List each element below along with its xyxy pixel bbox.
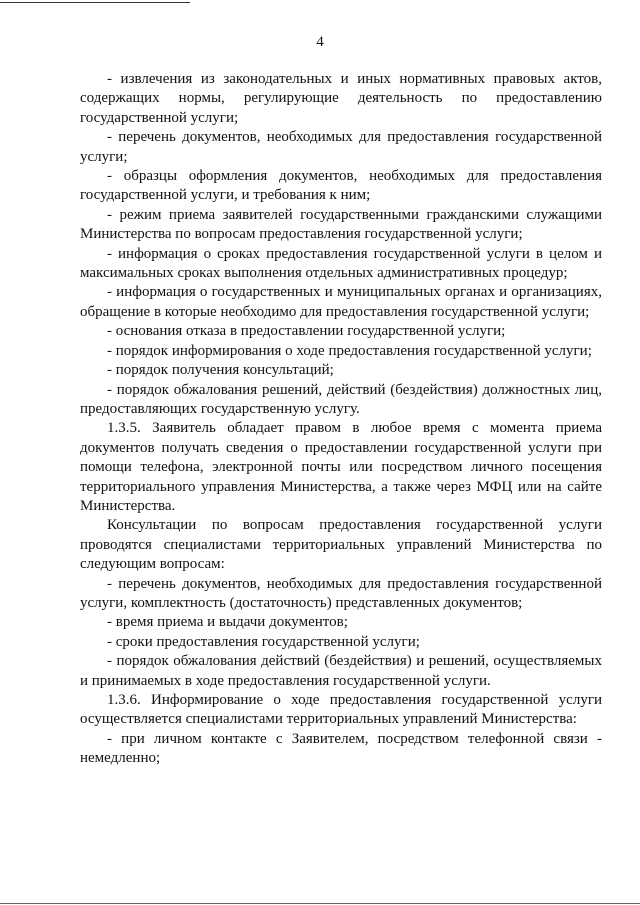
document-body (80, 70, 602, 769)
paragraph: - информация о государственных и муниципальных органах и организациях, обращение в которые необходимо для предоставления государственной услуги; (80, 284, 602, 320)
paragraph: - образцы оформления документов, необходимых для предоставления государственной услуги, и требования к ним; (80, 168, 602, 204)
paragraph: - время приема и выдачи документов; (107, 614, 348, 631)
paragraph: - перечень документов, необходимых для предоставления государственной услуги, комплектность (достаточность) представленных документов; (80, 575, 602, 611)
page-number: 4 (316, 34, 324, 50)
paragraph: - перечень документов, необходимых для предоставления государственной услуги; (80, 129, 602, 165)
paragraph: Консультации по вопросам предоставления государственной услуги проводятся специалистами территориальных управлений Министерства по следующим вопросам: (80, 517, 602, 573)
paragraph: - при личном контакте с Заявителем, посредством телефонной связи - немедленно; (80, 730, 602, 767)
scan-edge-line-top (0, 2, 190, 3)
paragraph: - порядок обжалования решений, действий (бездействия) должностных лиц, предоставляющих государственную услугу. (80, 381, 602, 417)
paragraph: - порядок получения консультаций; (107, 362, 334, 379)
paragraph: - порядок обжалования действий (бездействия) и решений, осуществляемых и принимаемых в ходе предоставления государственной услуги. (80, 653, 602, 689)
paragraph: - порядок информирования о ходе предоставления государственной услуги; (107, 342, 592, 359)
paragraph: - сроки предоставления государственной услуги; (107, 633, 420, 650)
paragraph: - информация о сроках предоставления государственной услуги в целом и максимальных сроках выполнения отдельных административных процедур; (80, 245, 602, 282)
paragraph: 1.3.5. Заявитель обладает правом в любое время с момента приема документов получать сведения о предоставлении государственной услуги при помощи телефона, электронной почты или посредством личного посещения территориального управления Министерства, а также через МФЦ или на сайте Министерства. (80, 420, 602, 514)
paragraph: 1.3.6. Информирование о ходе предоставления государственной услуги осуществляется специалистами территориальных управлений Министерства: (80, 692, 602, 728)
paragraph: - извлечения из законодательных и иных нормативных правовых актов, содержащих нормы, регулирующие деятельность по предоставлению государственной услуги; (80, 71, 602, 126)
paragraph: - режим приема заявителей государственными гражданскими служащими Министерства по вопросам предоставления государственной услуги; (80, 206, 602, 243)
scan-edge-line-bottom (0, 903, 640, 904)
paragraph: - основания отказа в предоставлении государственной услуги; (107, 323, 506, 340)
